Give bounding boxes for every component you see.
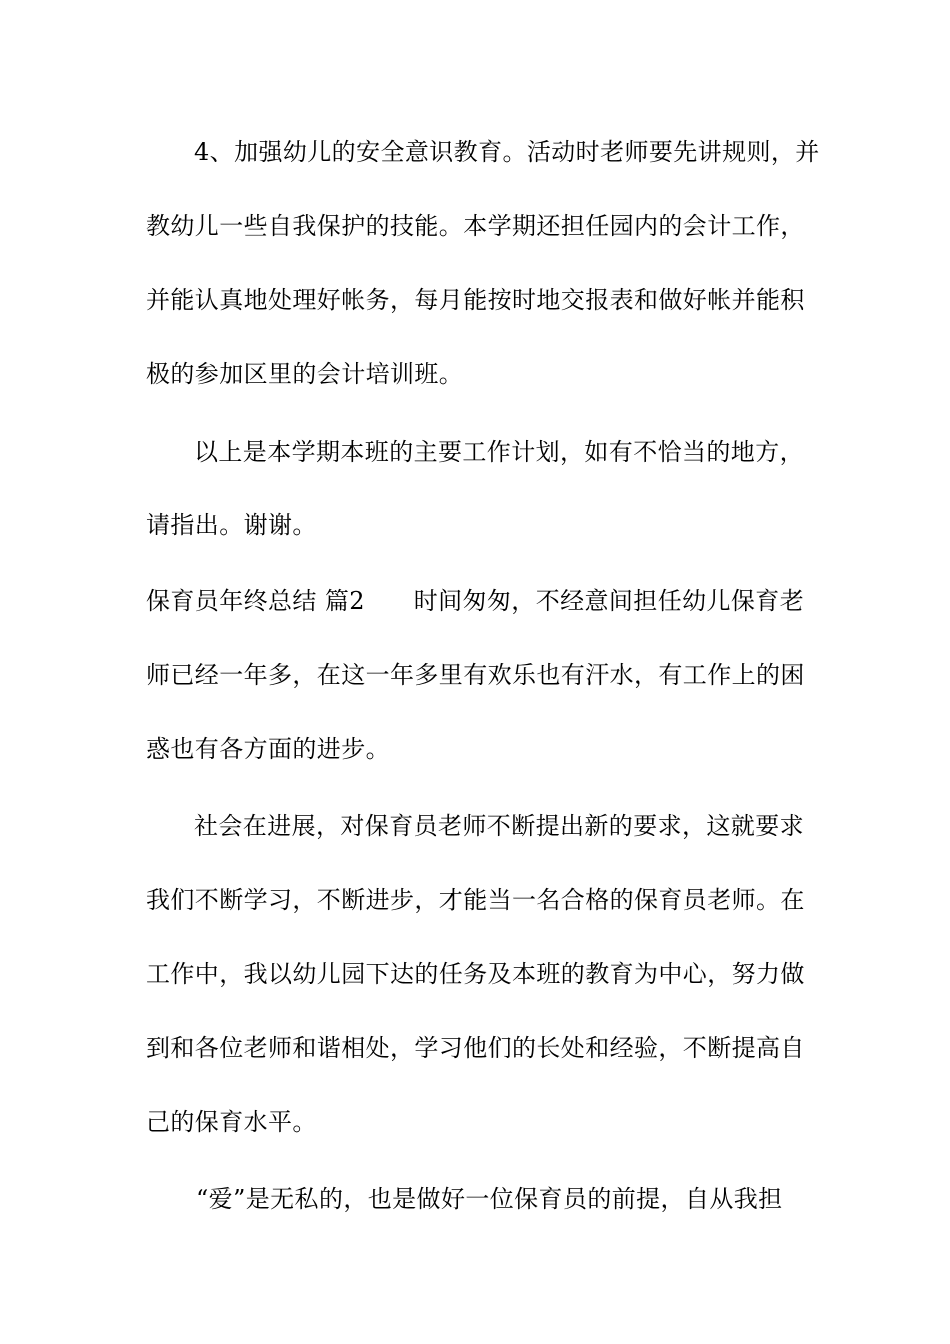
- paragraph-line: 极的参加区里的会计培训班。: [146, 360, 464, 388]
- paragraph-line: 己的保育水平。: [146, 1108, 317, 1136]
- paragraph-line: 师已经一年多，在这一年多里有欢乐也有汗水，有工作上的困: [146, 661, 805, 689]
- paragraph-line: 社会在进展，对保育员老师不断提出新的要求，这就要求: [194, 812, 804, 840]
- paragraph-line: “爱”是无私的，也是做好一位保育员的前提，自从我担: [196, 1185, 783, 1213]
- paragraph-line: 惑也有各方面的进步。: [146, 735, 390, 763]
- section-heading-line: 保育员年终总结 篇2 时间匆匆，不经意间担任幼儿保育老: [146, 587, 805, 615]
- paragraph-line: 教幼儿一些自我保护的技能。本学期还担任园内的会计工作，: [146, 212, 805, 240]
- paragraph-line: 到和各位老师和谐相处，学习他们的长处和经验，不断提高自: [146, 1034, 805, 1062]
- paragraph-line: 请指出。谢谢。: [146, 511, 317, 539]
- paragraph-line: 我们不断学习，不断进步，才能当一名合格的保育员老师。在: [146, 886, 805, 914]
- paragraph-line: 并能认真地处理好帐务，每月能按时地交报表和做好帐并能积: [146, 286, 805, 314]
- paragraph-line: 以上是本学期本班的主要工作计划，如有不恰当的地方，: [194, 438, 804, 466]
- paragraph-line: 工作中，我以幼儿园下达的任务及本班的教育为中心，努力做: [146, 960, 805, 988]
- paragraph-line: 4、加强幼儿的安全意识教育。活动时老师要先讲规则，并: [194, 138, 820, 166]
